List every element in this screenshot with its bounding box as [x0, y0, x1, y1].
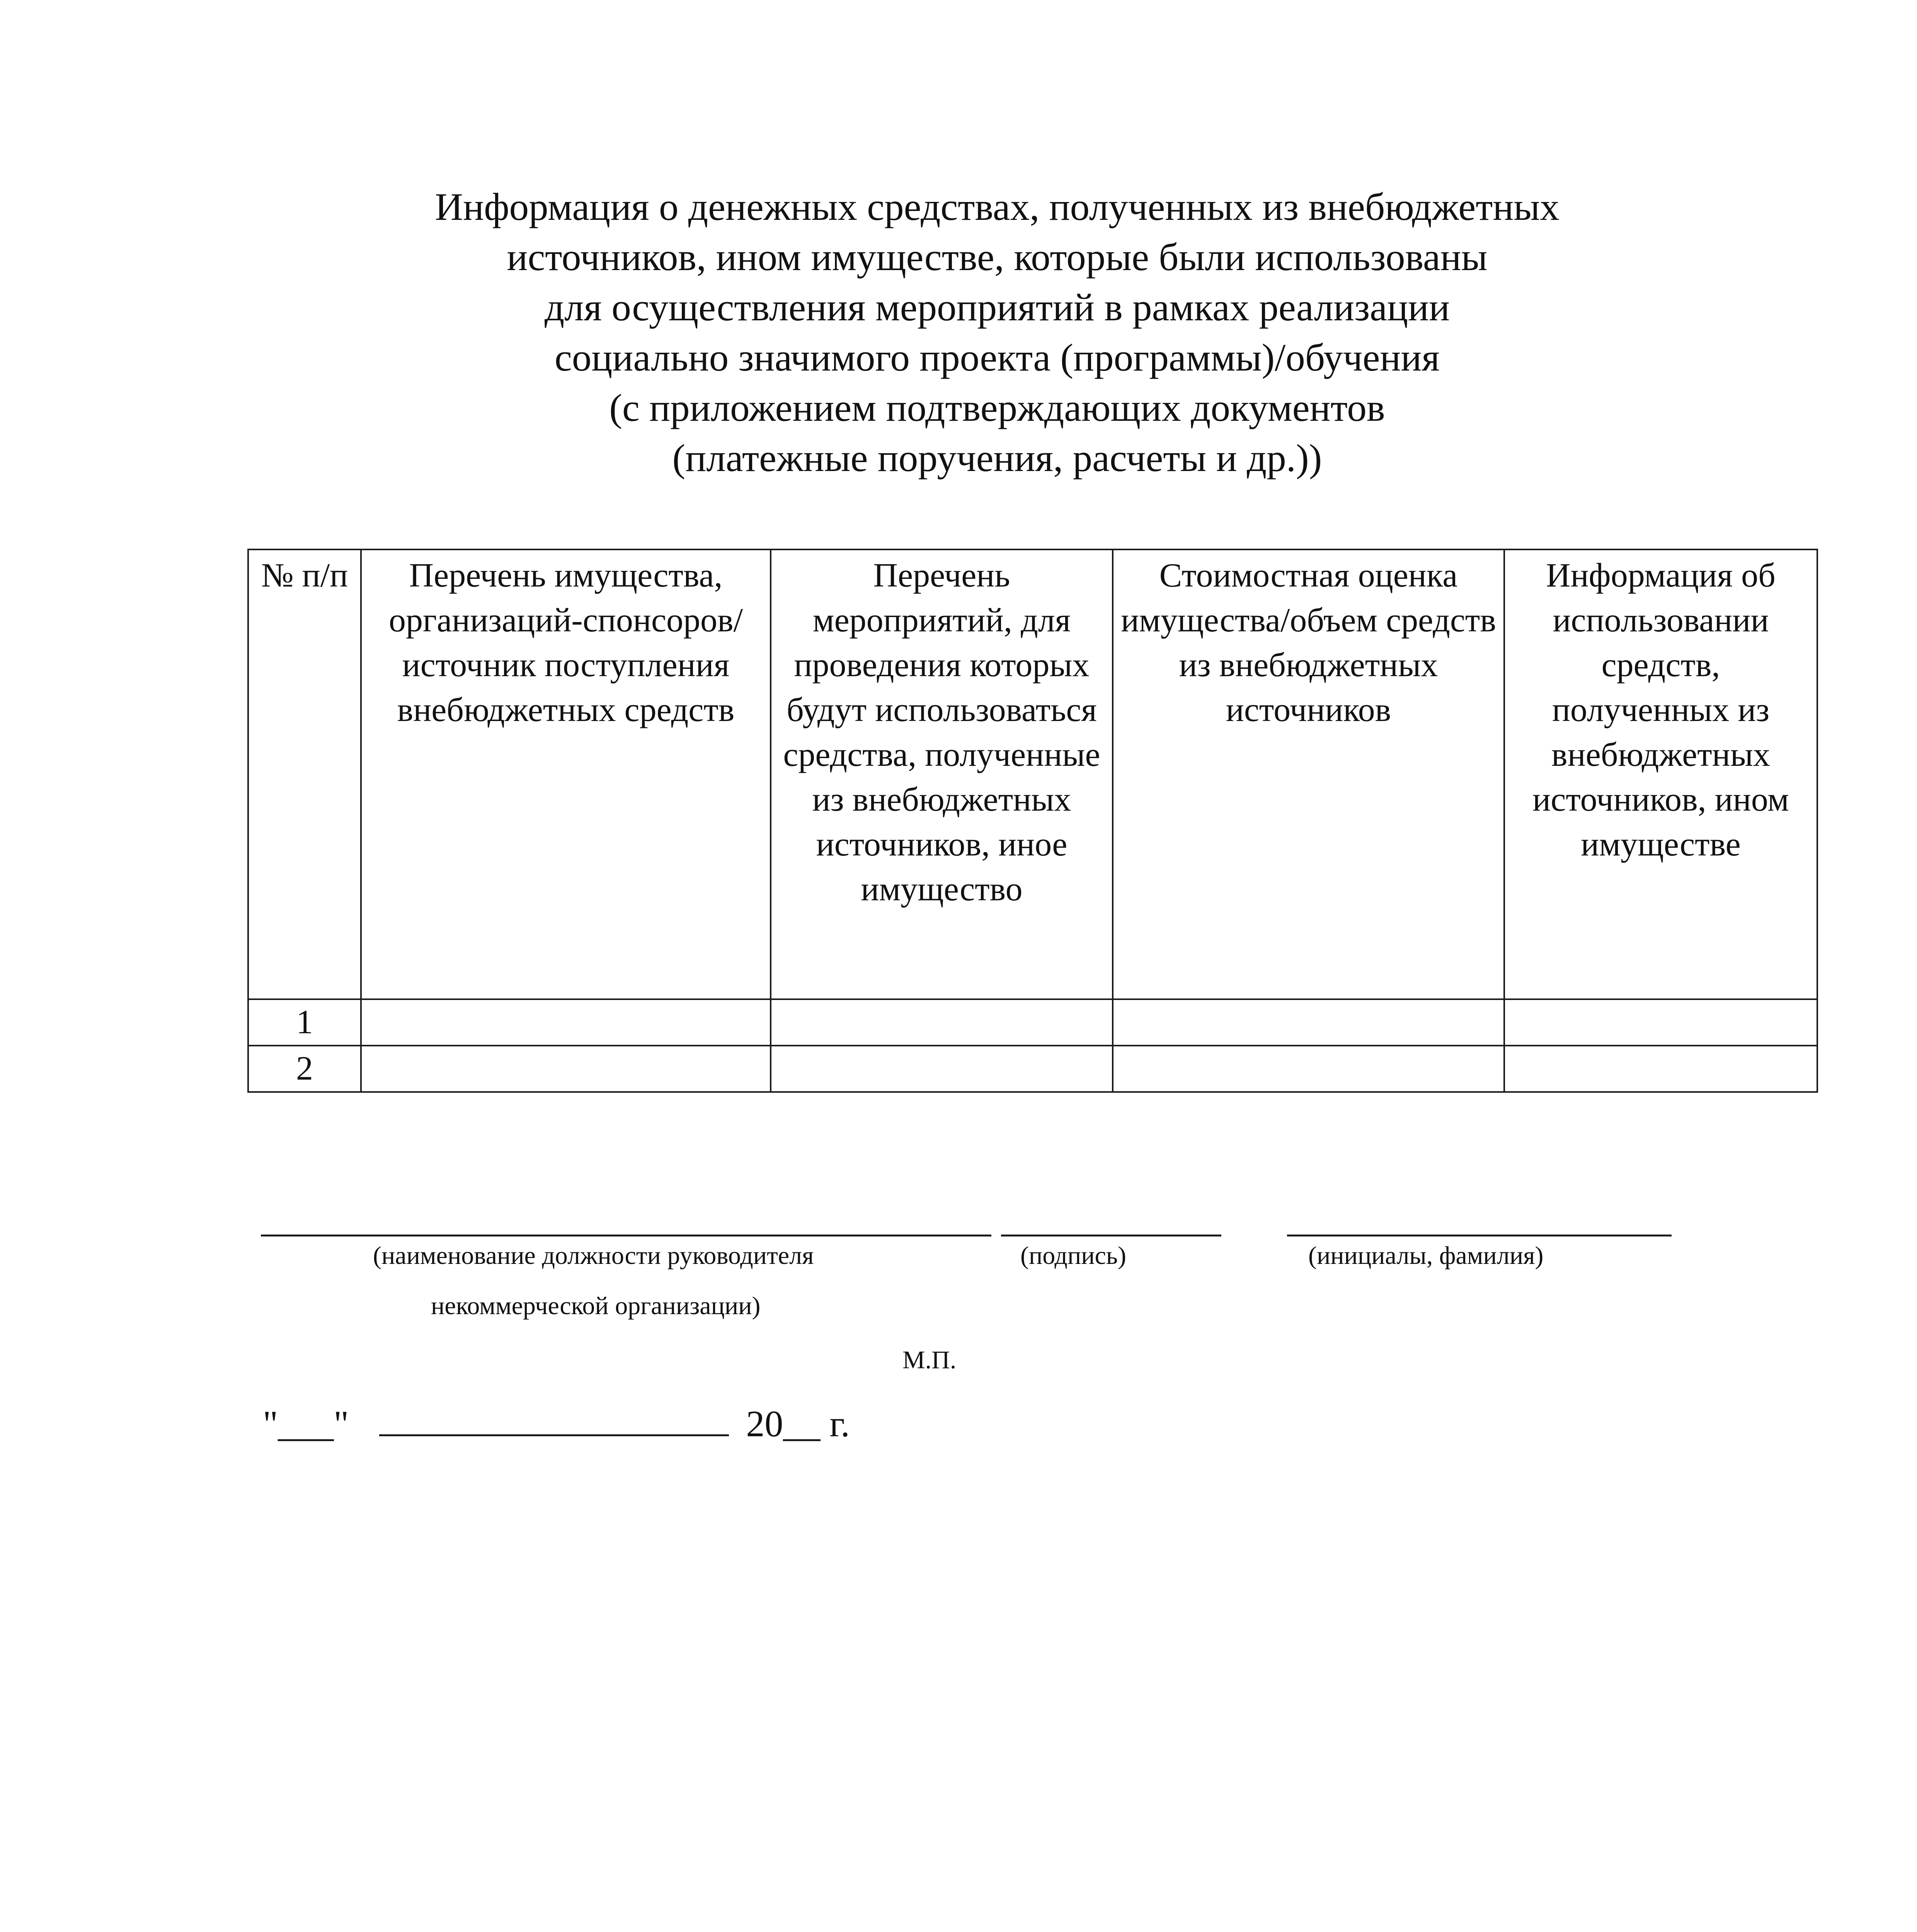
table-cell[interactable] [771, 1046, 1113, 1092]
table-cell[interactable] [1113, 1046, 1504, 1092]
table-cell[interactable] [1504, 1046, 1817, 1092]
title-line: (с приложением подтверждающих документов [609, 386, 1385, 429]
funds-info-table [247, 549, 1818, 1093]
title-line: источников, ином имуществе, которые были использованы [507, 235, 1488, 279]
table-cell[interactable] [361, 999, 771, 1046]
table-cell[interactable] [771, 999, 1113, 1046]
stamp-label: М.П. [902, 1346, 957, 1374]
name-caption: (инициалы, фамилия) [1308, 1242, 1544, 1270]
table-row [248, 999, 1817, 1046]
table-cell[interactable] [1113, 999, 1504, 1046]
header-property-list: Перечень имущества, организаций-спонсоров/ источник поступления внебюджетных средств [361, 549, 771, 999]
date-year-prefix: 20 [746, 1403, 783, 1444]
name-signature-line[interactable] [1287, 1235, 1672, 1236]
header-usage-info: Информация об использовании средств, полученных из внебюджетных источников, ином имуществе [1504, 549, 1817, 999]
row-number-cell: 2 [248, 1046, 361, 1092]
date-month-field[interactable] [379, 1402, 729, 1436]
title-line: социально значимого проекта (программы)/обучения [555, 336, 1440, 379]
signature-line[interactable] [1001, 1235, 1221, 1236]
header-events-list: Перечень мероприятий, для проведения которых будут использоваться средства, полученные из внебюджетных источников, иное имущество [771, 549, 1113, 999]
table-row [248, 1046, 1817, 1092]
title-line: для осуществления мероприятий в рамках реализации [544, 286, 1450, 329]
title-line: (платежные поручения, расчеты и др.)) [672, 436, 1322, 480]
position-signature-line[interactable] [261, 1235, 991, 1236]
position-caption: (наименование должности руководителя [373, 1242, 814, 1270]
row-number-cell: 1 [248, 999, 361, 1046]
date-line [263, 1401, 850, 1447]
header-cost-estimate: Стоимостная оценка имущества/объем средств из внебюджетных источников [1113, 549, 1504, 999]
table-header-row [248, 549, 1817, 999]
title-line: Информация о денежных средствах, полученных из внебюджетных [435, 185, 1559, 228]
date-day-field[interactable]: "___" [263, 1403, 349, 1444]
document-title [155, 182, 1840, 483]
date-year-field[interactable]: __ [783, 1403, 821, 1444]
table-cell[interactable] [1504, 999, 1817, 1046]
signature-caption: (подпись) [1020, 1242, 1126, 1270]
table-cell[interactable] [361, 1046, 771, 1092]
date-suffix: г. [829, 1403, 850, 1444]
organization-caption: некоммерческой организации) [431, 1292, 761, 1320]
header-number: № п/п [248, 549, 361, 999]
